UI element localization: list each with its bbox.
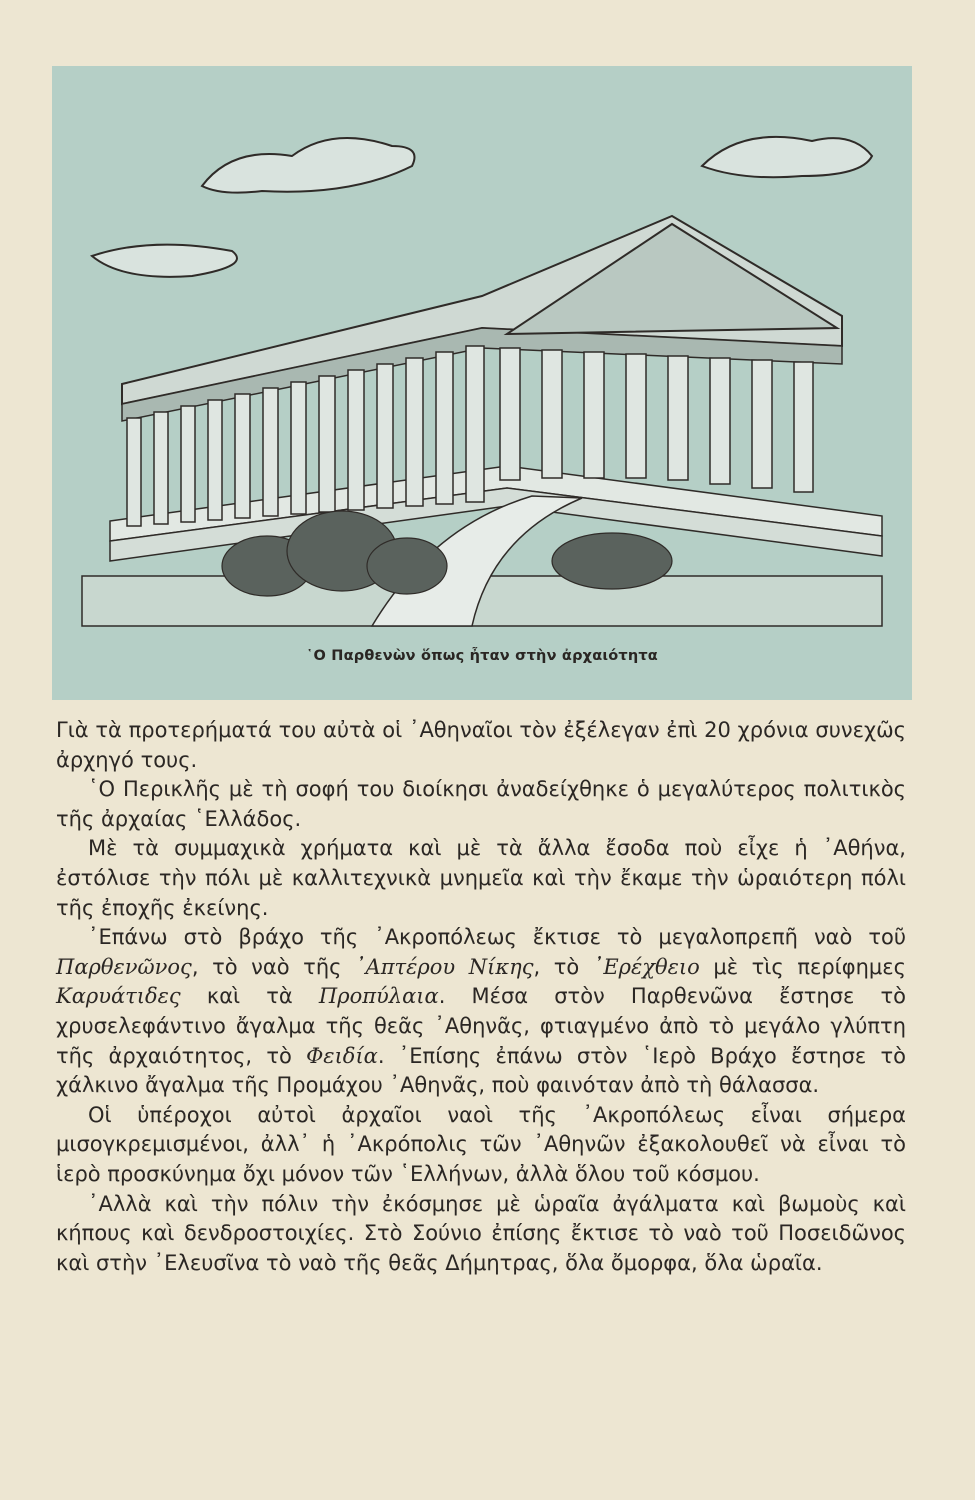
- paragraph-p4: [56, 923, 906, 1101]
- figure: [52, 66, 912, 700]
- text-run: καὶ τὰ: [180, 984, 319, 1009]
- text-run: ῾Ο Περικλῆς μὲ τὴ σοφή του διοίκησι ἀναδείχθηκε ὁ μεγαλύτερος πολιτικὸς τῆς ἀρχαίας ῾Ελλάδος.: [56, 777, 906, 831]
- text-run: Γιὰ τὰ προτερήματά του αὐτὰ οἱ ᾿Αθηναῖοι τὸν ἐξέλεγαν ἐπὶ 20 χρόνια συνεχῶς ἀρχηγό τους.: [56, 718, 906, 772]
- parthenon-illustration: [52, 66, 912, 636]
- text-run: . Μέσα στὸν Παρθενῶνα ἔστησε τὸ χρυσελεφάντινο ἄγαλμα τῆς θεᾶς ᾿Αθηνᾶς, φτιαγμένο ἀπὸ τὸ μεγάλο γλύπτη τῆς ἀρχαιότητος, τὸ: [56, 984, 906, 1068]
- text-run: , τὸ ναὸ τῆς: [191, 954, 356, 979]
- body-text: [56, 716, 906, 1278]
- paragraph-p3: [56, 834, 906, 923]
- figure-caption: ῾Ο Παρθενὼν ὅπως ἦταν στὴν ἀρχαιότητα: [306, 648, 658, 664]
- text-run: . ᾿Επίσης ἐπάνω στὸν ῾Ιερὸ Βράχο ἔστησε τὸ χάλκινο ἄγαλμα τῆς Προμάχου ᾿Αθηνᾶς, ποὺ φαινόταν ἀπὸ τὴ θάλασσα.: [56, 1043, 906, 1098]
- italic-term: Προπύλαια: [318, 984, 439, 1009]
- italic-term: Παρθενῶνος: [56, 954, 192, 979]
- text-run: μὲ τὶς περίφημες: [699, 954, 906, 979]
- paragraph-p2: [56, 775, 906, 834]
- text-run: Οἱ ὑπέροχοι αὐτοὶ ἀρχαῖοι ναοὶ τῆς ᾿Ακροπόλεως εἶναι σήμερα μισογκρεμισμένοι, ἀλλ᾿ ἡ ᾿Ακρόπολις τῶν ᾿Αθηνῶν ἐξακολουθεῖ νὰ εἶναι τὸ ἱερὸ προσκύνημα ὄχι μόνον τῶν ῾Ελλήνων, ἀλλὰ ὅλου τοῦ κόσμου.: [56, 1102, 906, 1186]
- italic-term: ᾿Απτέρου Νίκης: [355, 954, 534, 979]
- text-run: , τὸ: [533, 954, 593, 979]
- italic-term: ᾿Ερέχθειο: [592, 954, 700, 979]
- text-run: ᾿Επάνω στὸ βράχο τῆς ᾿Ακροπόλεως ἔκτισε τὸ μεγαλοπρεπῆ ναὸ τοῦ: [88, 925, 906, 950]
- italic-term: Φειδία: [306, 1043, 378, 1068]
- text-run: ᾿Αλλὰ καὶ τὴν πόλιν τὴν ἐκόσμησε μὲ ὡραῖα ἀγάλματα καὶ βωμοὺς καὶ κήπους καὶ δενδροστοιχίες. Στὸ Σούνιο ἐπίσης ἔκτισε τὸ ναὸ τοῦ Ποσειδῶνος καὶ στὴν ᾿Ελευσῖνα τὸ ναὸ τῆς θεᾶς Δήμητρας, ὅλα ὄμορφα, ὅλα ὡραῖα.: [56, 1191, 906, 1275]
- paragraph-p1: [56, 716, 906, 775]
- italic-term: Καρυάτιδες: [56, 984, 181, 1009]
- paragraph-p6: [56, 1190, 906, 1279]
- paragraph-p5: [56, 1101, 906, 1190]
- text-run: Μὲ τὰ συμμαχικὰ χρήματα καὶ μὲ τὰ ἄλλα ἔσοδα ποὺ εἶχε ἡ ᾿Αθήνα, ἐστόλισε τὴν πόλι μὲ καλλιτεχνικὰ μνημεῖα καὶ τὴν ἔκαμε τὴν ὡραιότερη πόλι τῆς ἐποχῆς ἐκείνης.: [56, 836, 906, 920]
